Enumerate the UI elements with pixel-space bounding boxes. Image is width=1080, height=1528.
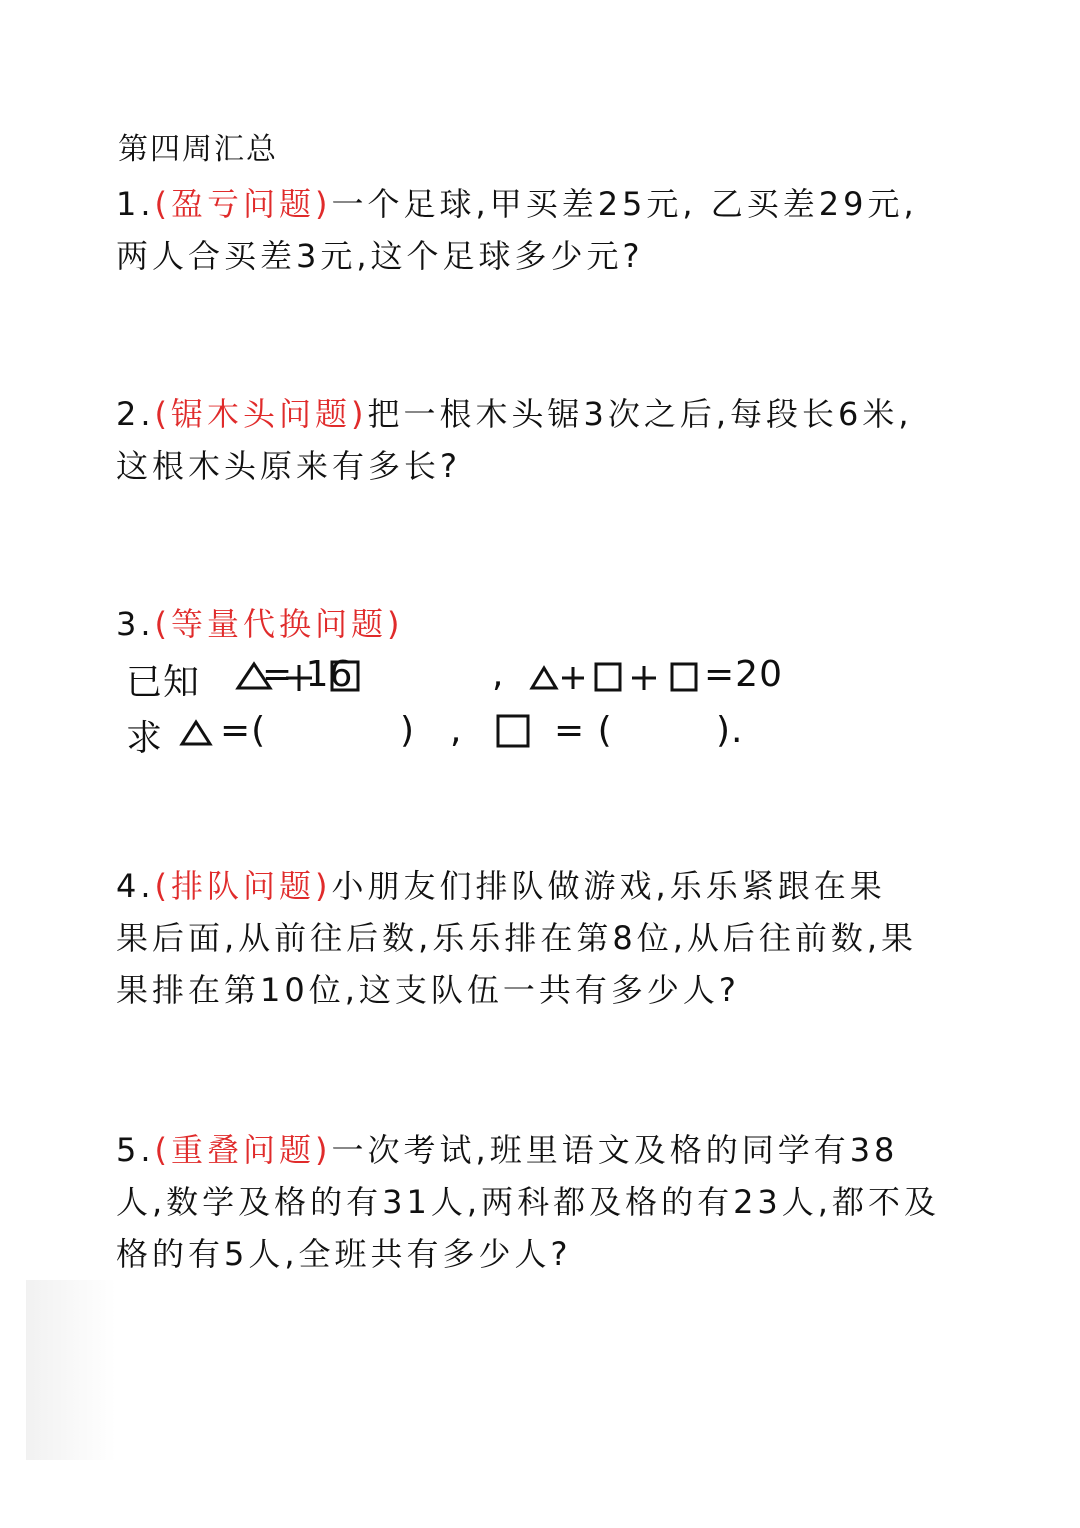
problem-number: 1. xyxy=(116,185,155,223)
problem-text: 这根木头原来有多长? xyxy=(116,447,461,485)
problem-text: 人,数学及格的有31人,两科都及格的有23人,都不及 xyxy=(116,1183,940,1221)
problem-number: 2. xyxy=(116,395,155,433)
problem-text: 果排在第10位,这支队伍一共有多少人? xyxy=(116,971,740,1009)
page-title: 第四周汇总 xyxy=(118,132,278,167)
problem-topic: (盈亏问题) xyxy=(154,185,332,223)
problem-5 xyxy=(116,1124,956,1280)
problem-number: 5. xyxy=(116,1131,155,1169)
known-label: 已知 xyxy=(126,662,201,703)
ask-label: 求 xyxy=(126,718,164,759)
problem-text: 一次考试,班里语文及格的同学有38 xyxy=(331,1131,899,1169)
square-icon xyxy=(672,664,696,690)
problem-line xyxy=(116,178,956,230)
problem-2 xyxy=(116,388,956,492)
plus-icon xyxy=(632,666,656,690)
problem-text: 把一根木头锯3次之后,每段长6米, xyxy=(367,395,913,433)
equation-separator: , xyxy=(492,654,505,695)
equation-1-rhs: = 16 xyxy=(262,654,354,695)
problem-1 xyxy=(116,178,956,282)
problem-text: 小朋友们排队做游戏,乐乐紧跟在果 xyxy=(331,867,886,905)
problem-text: 格的有5人,全班共有多少人? xyxy=(116,1235,572,1273)
problem-text: 一个足球,甲买差25元, 乙买差29元, xyxy=(331,185,918,223)
plus-icon xyxy=(562,667,584,689)
problem-topic: (排队问题) xyxy=(154,867,332,905)
problem-number: 3. xyxy=(116,605,155,643)
problem-text: 果后面,从前往后数,乐乐排在第8位,从后往前数,果 xyxy=(116,919,918,957)
answer-separator: , xyxy=(450,710,463,751)
problem-line xyxy=(116,860,956,912)
answer-close-1: ) xyxy=(400,710,416,751)
problem-topic: (重叠问题) xyxy=(154,1131,332,1169)
problem-topic: (锯木头问题) xyxy=(154,395,368,433)
answer-open-1: =( xyxy=(220,710,267,751)
problem-text: 两人合买差3元,这个足球多少元? xyxy=(116,237,644,275)
answer-close-2: ). xyxy=(716,710,744,751)
square-icon xyxy=(596,664,620,690)
problem-3 xyxy=(116,598,956,650)
equation-2-rhs: =20 xyxy=(704,654,783,695)
problem-4 xyxy=(116,860,956,1016)
handwritten-equations xyxy=(126,644,846,764)
problem-number: 4. xyxy=(116,867,155,905)
triangle-icon xyxy=(182,722,210,744)
problem-line xyxy=(116,598,956,650)
handwritten-row-known xyxy=(126,654,783,705)
handwritten-row-ask xyxy=(126,710,744,761)
answer-open-2: = ( xyxy=(554,710,613,751)
problem-line xyxy=(116,388,956,440)
page-shadow xyxy=(26,1280,116,1460)
triangle-icon xyxy=(532,668,556,688)
problem-topic: (等量代换问题) xyxy=(154,605,404,643)
problem-line xyxy=(116,1124,956,1176)
square-icon xyxy=(498,716,528,746)
